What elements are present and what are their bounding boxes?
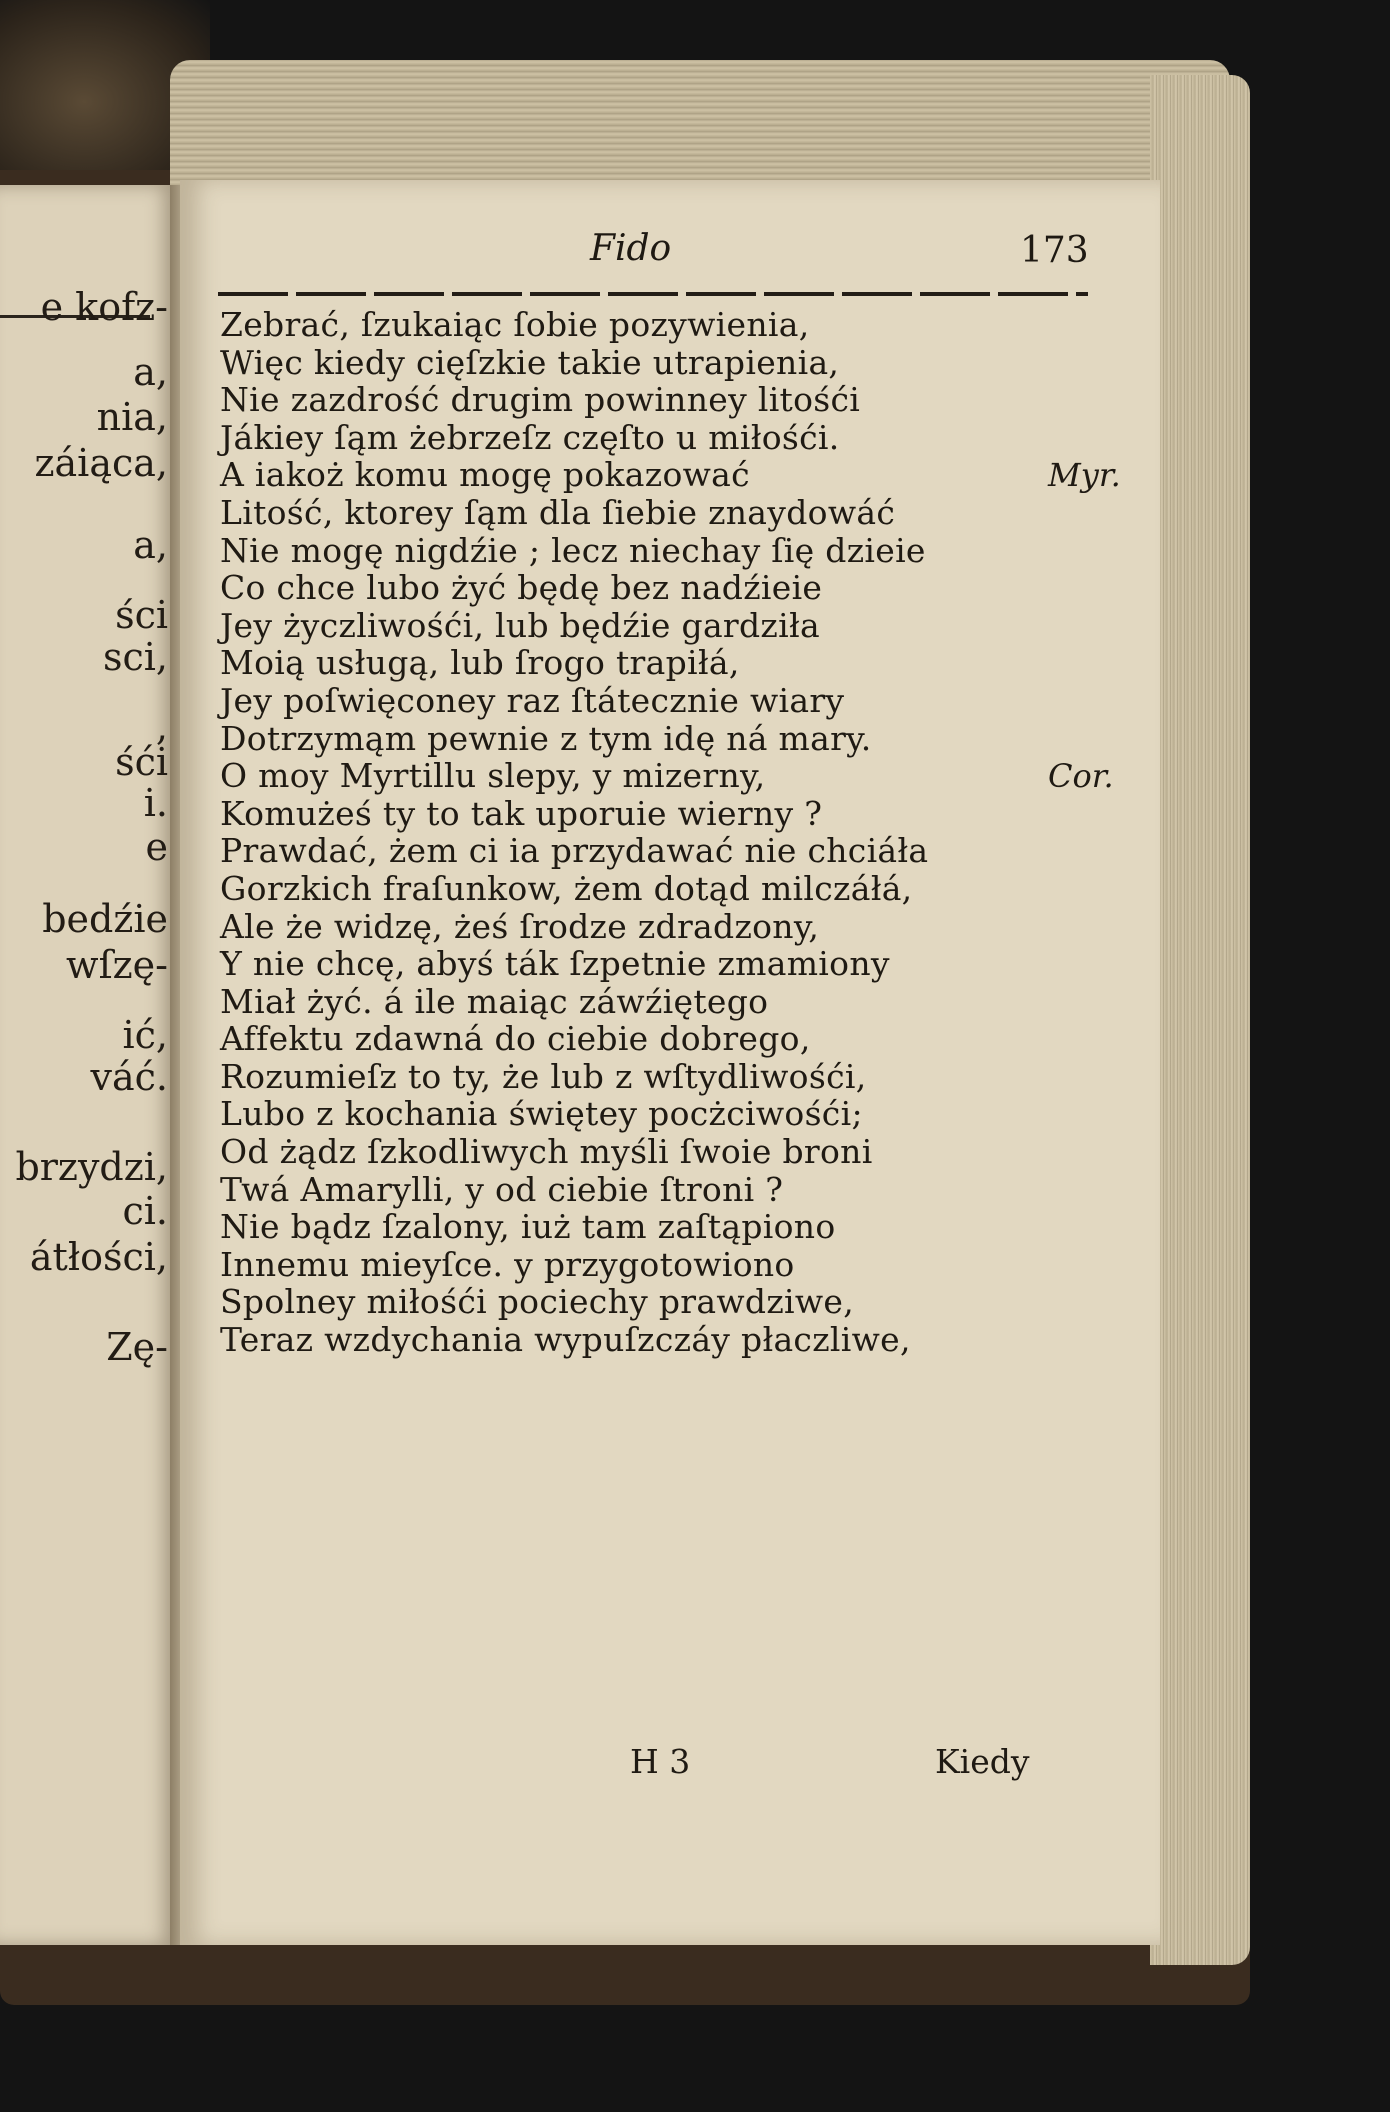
- left-line-fragment: wſzę-: [66, 943, 168, 987]
- left-line-fragment: a,: [133, 350, 168, 394]
- speaker-label: Cor.: [1048, 757, 1114, 796]
- verse-line: Zebrać, ſzukaiąc ſobie pozywienia,: [220, 305, 810, 344]
- verse-line: Komużeś ty to tak uporuie wierny ?: [220, 793, 823, 833]
- verse-line: Prawdać, żem ci ia przydawać nie chciáła: [220, 831, 929, 871]
- left-line-fragment: ,: [155, 705, 168, 749]
- speaker-label: Myr.: [1048, 456, 1121, 495]
- left-line-fragment: a,: [133, 523, 168, 567]
- left-line-fragment: bedźie: [42, 897, 168, 941]
- verse-line: Y nie chcę, abyś ták ſzpetnie zmamiony: [220, 944, 890, 984]
- page-number: 173: [1020, 230, 1089, 271]
- verse-line: Lubo z kochania świętey pocżciwośći;: [220, 1094, 863, 1134]
- left-line-fragment: e: [145, 825, 168, 869]
- verse-line: Miał żyć. á ile maiąc záwźiętego: [220, 981, 769, 1021]
- page-top-edge: [170, 60, 1230, 185]
- verse-line: Nie mogę nigdźie ; lecz niechay ſię dzieie: [220, 530, 926, 570]
- left-line-fragment: ić,: [122, 1013, 168, 1057]
- catchword: Kiedy: [935, 1742, 1030, 1781]
- verse-line: Nie bądz ſzalony, iuż tam zaſtąpiono: [220, 1207, 836, 1247]
- left-line-fragment: átłości,: [29, 1235, 168, 1279]
- left-line-fragment: brzydzi,: [15, 1145, 168, 1189]
- page-fore-edge: [1150, 75, 1250, 1965]
- signature-mark: H 3: [630, 1742, 691, 1781]
- left-line-fragment: ści: [115, 593, 168, 637]
- verse-line: Od żądz ſzkodliwych myśli ſwoie broni: [220, 1132, 873, 1172]
- left-page: [0, 185, 178, 1945]
- right-page: [180, 180, 1160, 1945]
- verse-line: Nie zazdrość drugim powinney litośći: [220, 380, 861, 420]
- verse-line: Litość, ktorey ſąm dla ſiebie znaydowáć: [220, 492, 896, 532]
- left-line-fragment: i.: [143, 781, 168, 825]
- verse-line: Co chce lubo żyć będę bez nadźieie: [220, 568, 823, 608]
- running-head: [180, 228, 1160, 278]
- left-line-fragment: váć.: [90, 1055, 168, 1099]
- left-line-fragment: záiąca,: [34, 441, 168, 485]
- verse-line: Ale że widzę, żeś ſrodze zdradzony,: [220, 906, 820, 946]
- verse-line: Jey życzliwośći, lub będźie gardziła: [220, 605, 820, 645]
- verse-line: Dotrzymąm pewnie z tym idę ná mary.: [220, 718, 872, 758]
- verse-line: Innemu mieyſce. y przygotowiono: [220, 1244, 795, 1284]
- verse-line: Twá Amarylli, y od ciebie ſtroni ?: [220, 1169, 784, 1209]
- verse-line: O moy Myrtillu slepy, y mizerny,: [220, 756, 766, 796]
- verse-line: Więc kiedy cięſzkie takie utrapienia,: [220, 342, 840, 382]
- verse-line: A iakoż komu mogę pokazować: [220, 455, 750, 495]
- page-footer: [180, 1742, 1160, 1792]
- left-line-fragment: nia,: [96, 395, 168, 439]
- verse-line: Moią usługą, lub ſrogo trapiłá,: [220, 643, 740, 683]
- verse-line: Jákiey ſąm żebrzeſz częſto u miłośći.: [220, 417, 840, 457]
- head-rule: [218, 292, 1088, 296]
- verse-line: Spolney miłośći pociechy prawdziwe,: [220, 1282, 855, 1322]
- left-line-fragment: sci,: [102, 635, 168, 679]
- running-title: Fido: [590, 228, 672, 269]
- verse-line: Rozumieſz to ty, że lub z wſtydliwośći,: [220, 1056, 867, 1096]
- left-line-fragment: e kofz-: [40, 285, 168, 329]
- verse-line: Teraz wzdychania wypuſzczáy płaczliwe,: [220, 1320, 911, 1360]
- verse-line: Affektu zdawná do ciebie dobrego,: [220, 1019, 811, 1059]
- left-line-fragment: ci.: [122, 1189, 168, 1233]
- verse-line: Jey poſwięconey raz ſtátecznie wiary: [220, 680, 845, 720]
- left-line-fragment: śći: [115, 740, 168, 784]
- left-line-fragment: Zę-: [106, 1325, 168, 1369]
- verse-line: Gorzkich fraſunkow, żem dotąd milczáłá,: [220, 868, 913, 908]
- verse-text: [220, 306, 1120, 1359]
